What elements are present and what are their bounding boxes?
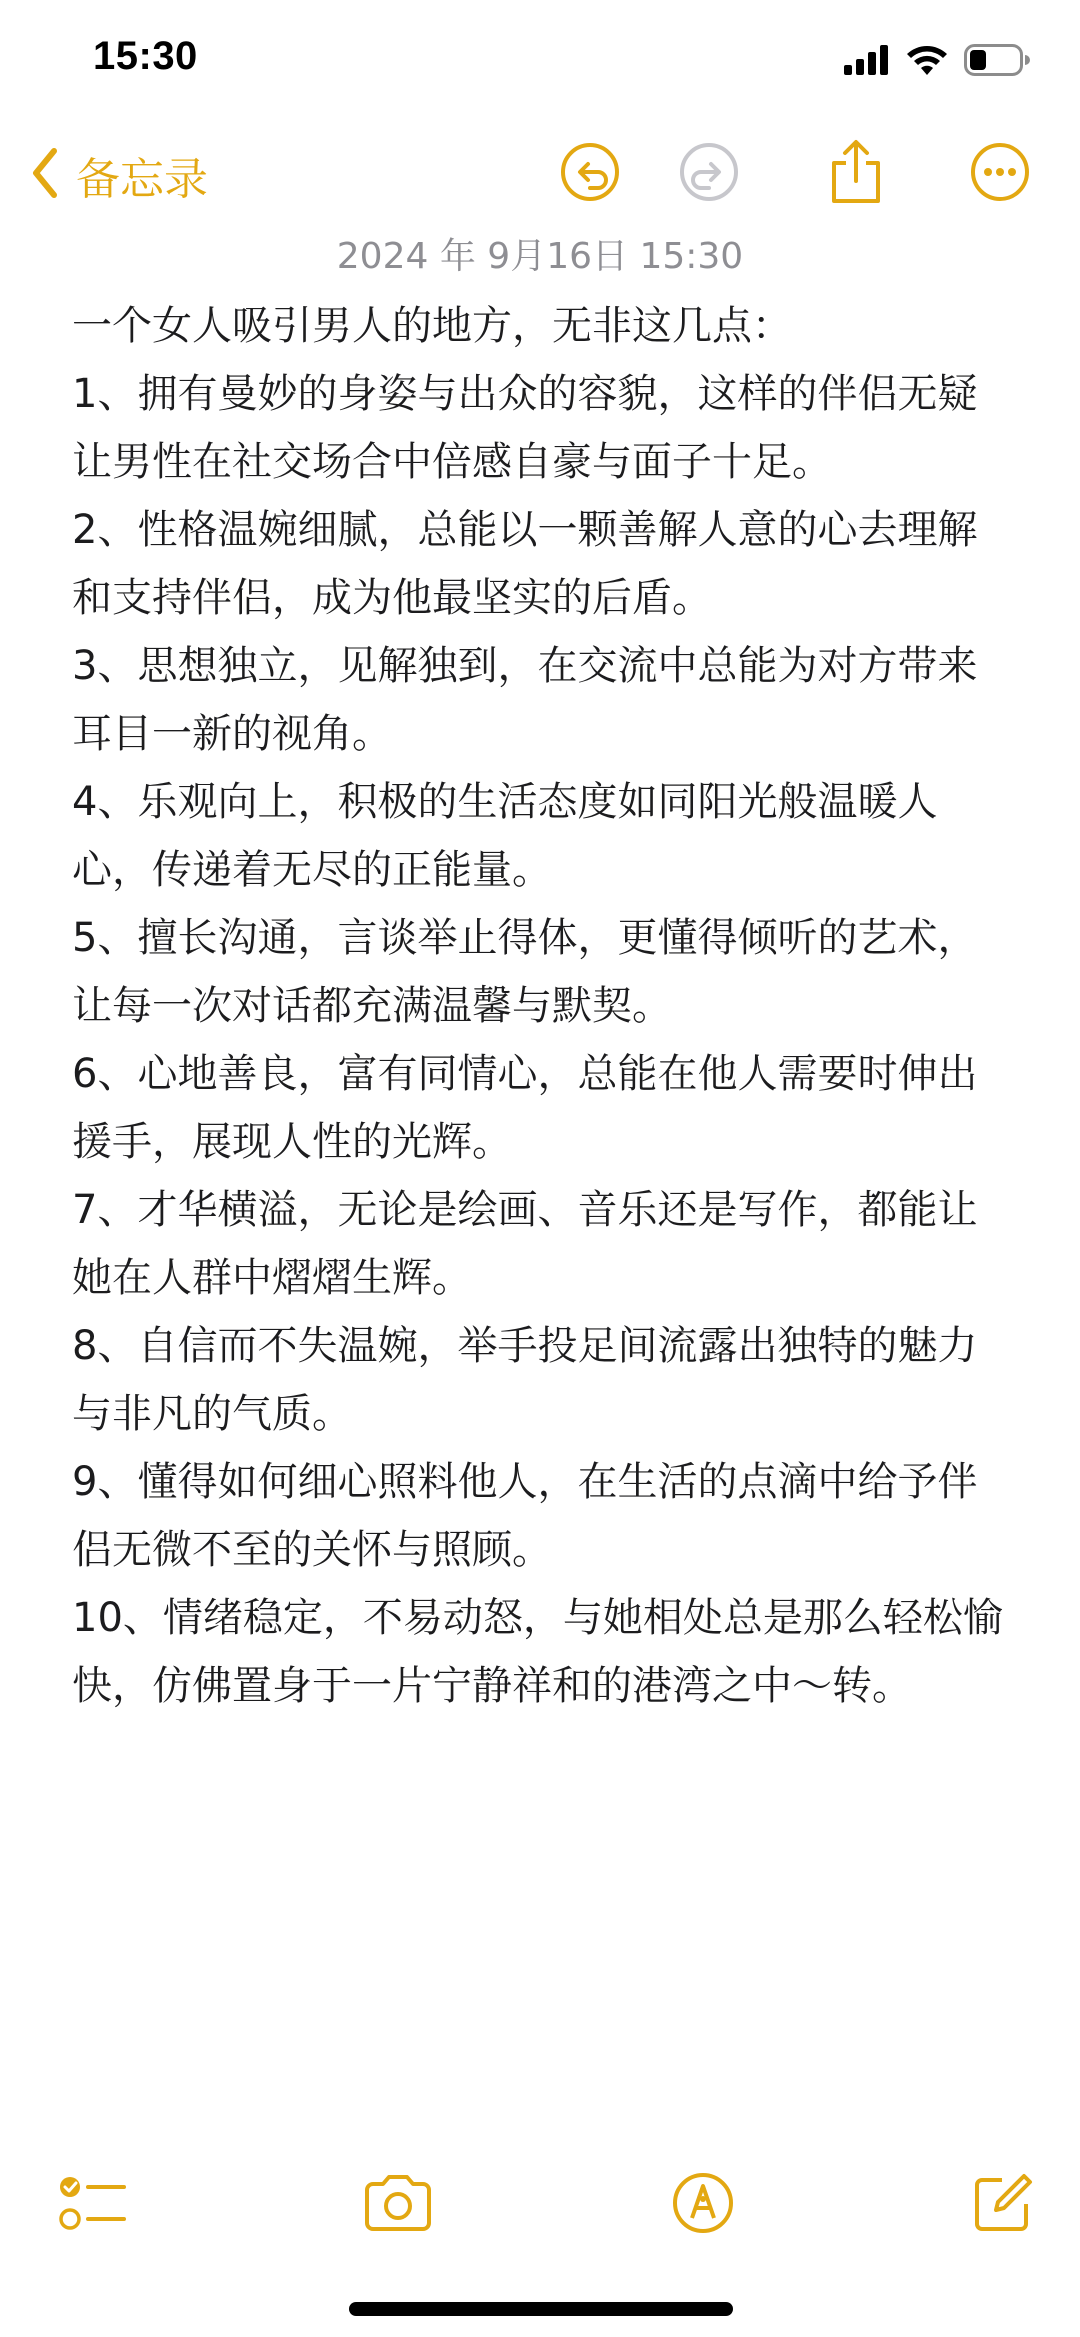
share-icon — [828, 139, 884, 209]
note-line-4: 4、乐观向上，积极的生活态度如同阳光般温暖人心，传递着无尽的正能量。 — [72, 779, 938, 893]
note-line-5: 5、擅长沟通，言谈举止得体，更懂得倾听的艺术，让每一次对话都充满温馨与默契。 — [72, 915, 978, 1029]
back-button[interactable] — [30, 140, 208, 210]
redo-button[interactable] — [677, 142, 741, 206]
chevron-left-icon — [30, 147, 60, 203]
battery-icon — [964, 44, 1030, 76]
home-indicator — [349, 2302, 733, 2316]
checklist-button[interactable] — [48, 2160, 138, 2250]
status-bar — [0, 0, 1080, 120]
nav-bar — [0, 130, 1080, 220]
more-options-button[interactable] — [968, 142, 1032, 206]
note-line-9: 9、懂得如何细心照料他人，在生活的点滴中给予伴侣无微不至的关怀与照顾。 — [72, 1459, 978, 1573]
note-body[interactable] — [72, 292, 1012, 1720]
redo-icon — [679, 142, 739, 206]
note-line-3: 3、思想独立，见解独到，在交流中总能为对方带来耳目一新的视角。 — [72, 643, 978, 757]
compose-icon — [972, 2172, 1034, 2238]
note-line-7: 7、才华横溢，无论是绘画、音乐还是写作，都能让她在人群中熠熠生辉。 — [72, 1187, 978, 1301]
note-line-8: 8、自信而不失温婉，举手投足间流露出独特的魅力与非凡的气质。 — [72, 1323, 978, 1437]
note-line-10: 10、情绪稳定，不易动怒，与她相处总是那么轻松愉快，仿佛置身于一片宁静祥和的港湾之中～转。 — [72, 1595, 1003, 1709]
camera-icon — [363, 2174, 433, 2236]
undo-icon — [560, 142, 620, 206]
back-label: 备忘录 — [76, 154, 208, 205]
note-line-6: 6、心地善良，富有同情心，总能在他人需要时伸出援手，展现人性的光辉。 — [72, 1051, 978, 1165]
bottom-toolbar — [0, 2160, 1080, 2250]
note-line-1: 1、拥有曼妙的身姿与出众的容貌，这样的伴侣无疑让男性在社交场合中倍感自豪与面子十足。 — [72, 371, 978, 485]
status-time: 15:30 — [93, 34, 198, 78]
wifi-icon — [906, 44, 948, 76]
compose-button[interactable] — [958, 2160, 1048, 2250]
note-line-2: 2、性格温婉细腻，总能以一颗善解人意的心去理解和支持伴侣，成为他最坚实的后盾。 — [72, 507, 978, 621]
pen-tip-icon — [672, 2172, 734, 2238]
ellipsis-circle-icon — [970, 142, 1030, 206]
camera-button[interactable] — [353, 2160, 443, 2250]
note-line-intro: 一个女人吸引男人的地方，无非这几点： — [72, 303, 792, 349]
markup-button[interactable] — [658, 2160, 748, 2250]
note-date: 2024 年 9月16日 15:30 — [336, 236, 744, 277]
cellular-signal-icon — [844, 45, 890, 75]
checklist-icon — [58, 2171, 128, 2239]
undo-button[interactable] — [558, 142, 622, 206]
share-button[interactable] — [824, 142, 888, 206]
status-icons — [844, 40, 1030, 80]
